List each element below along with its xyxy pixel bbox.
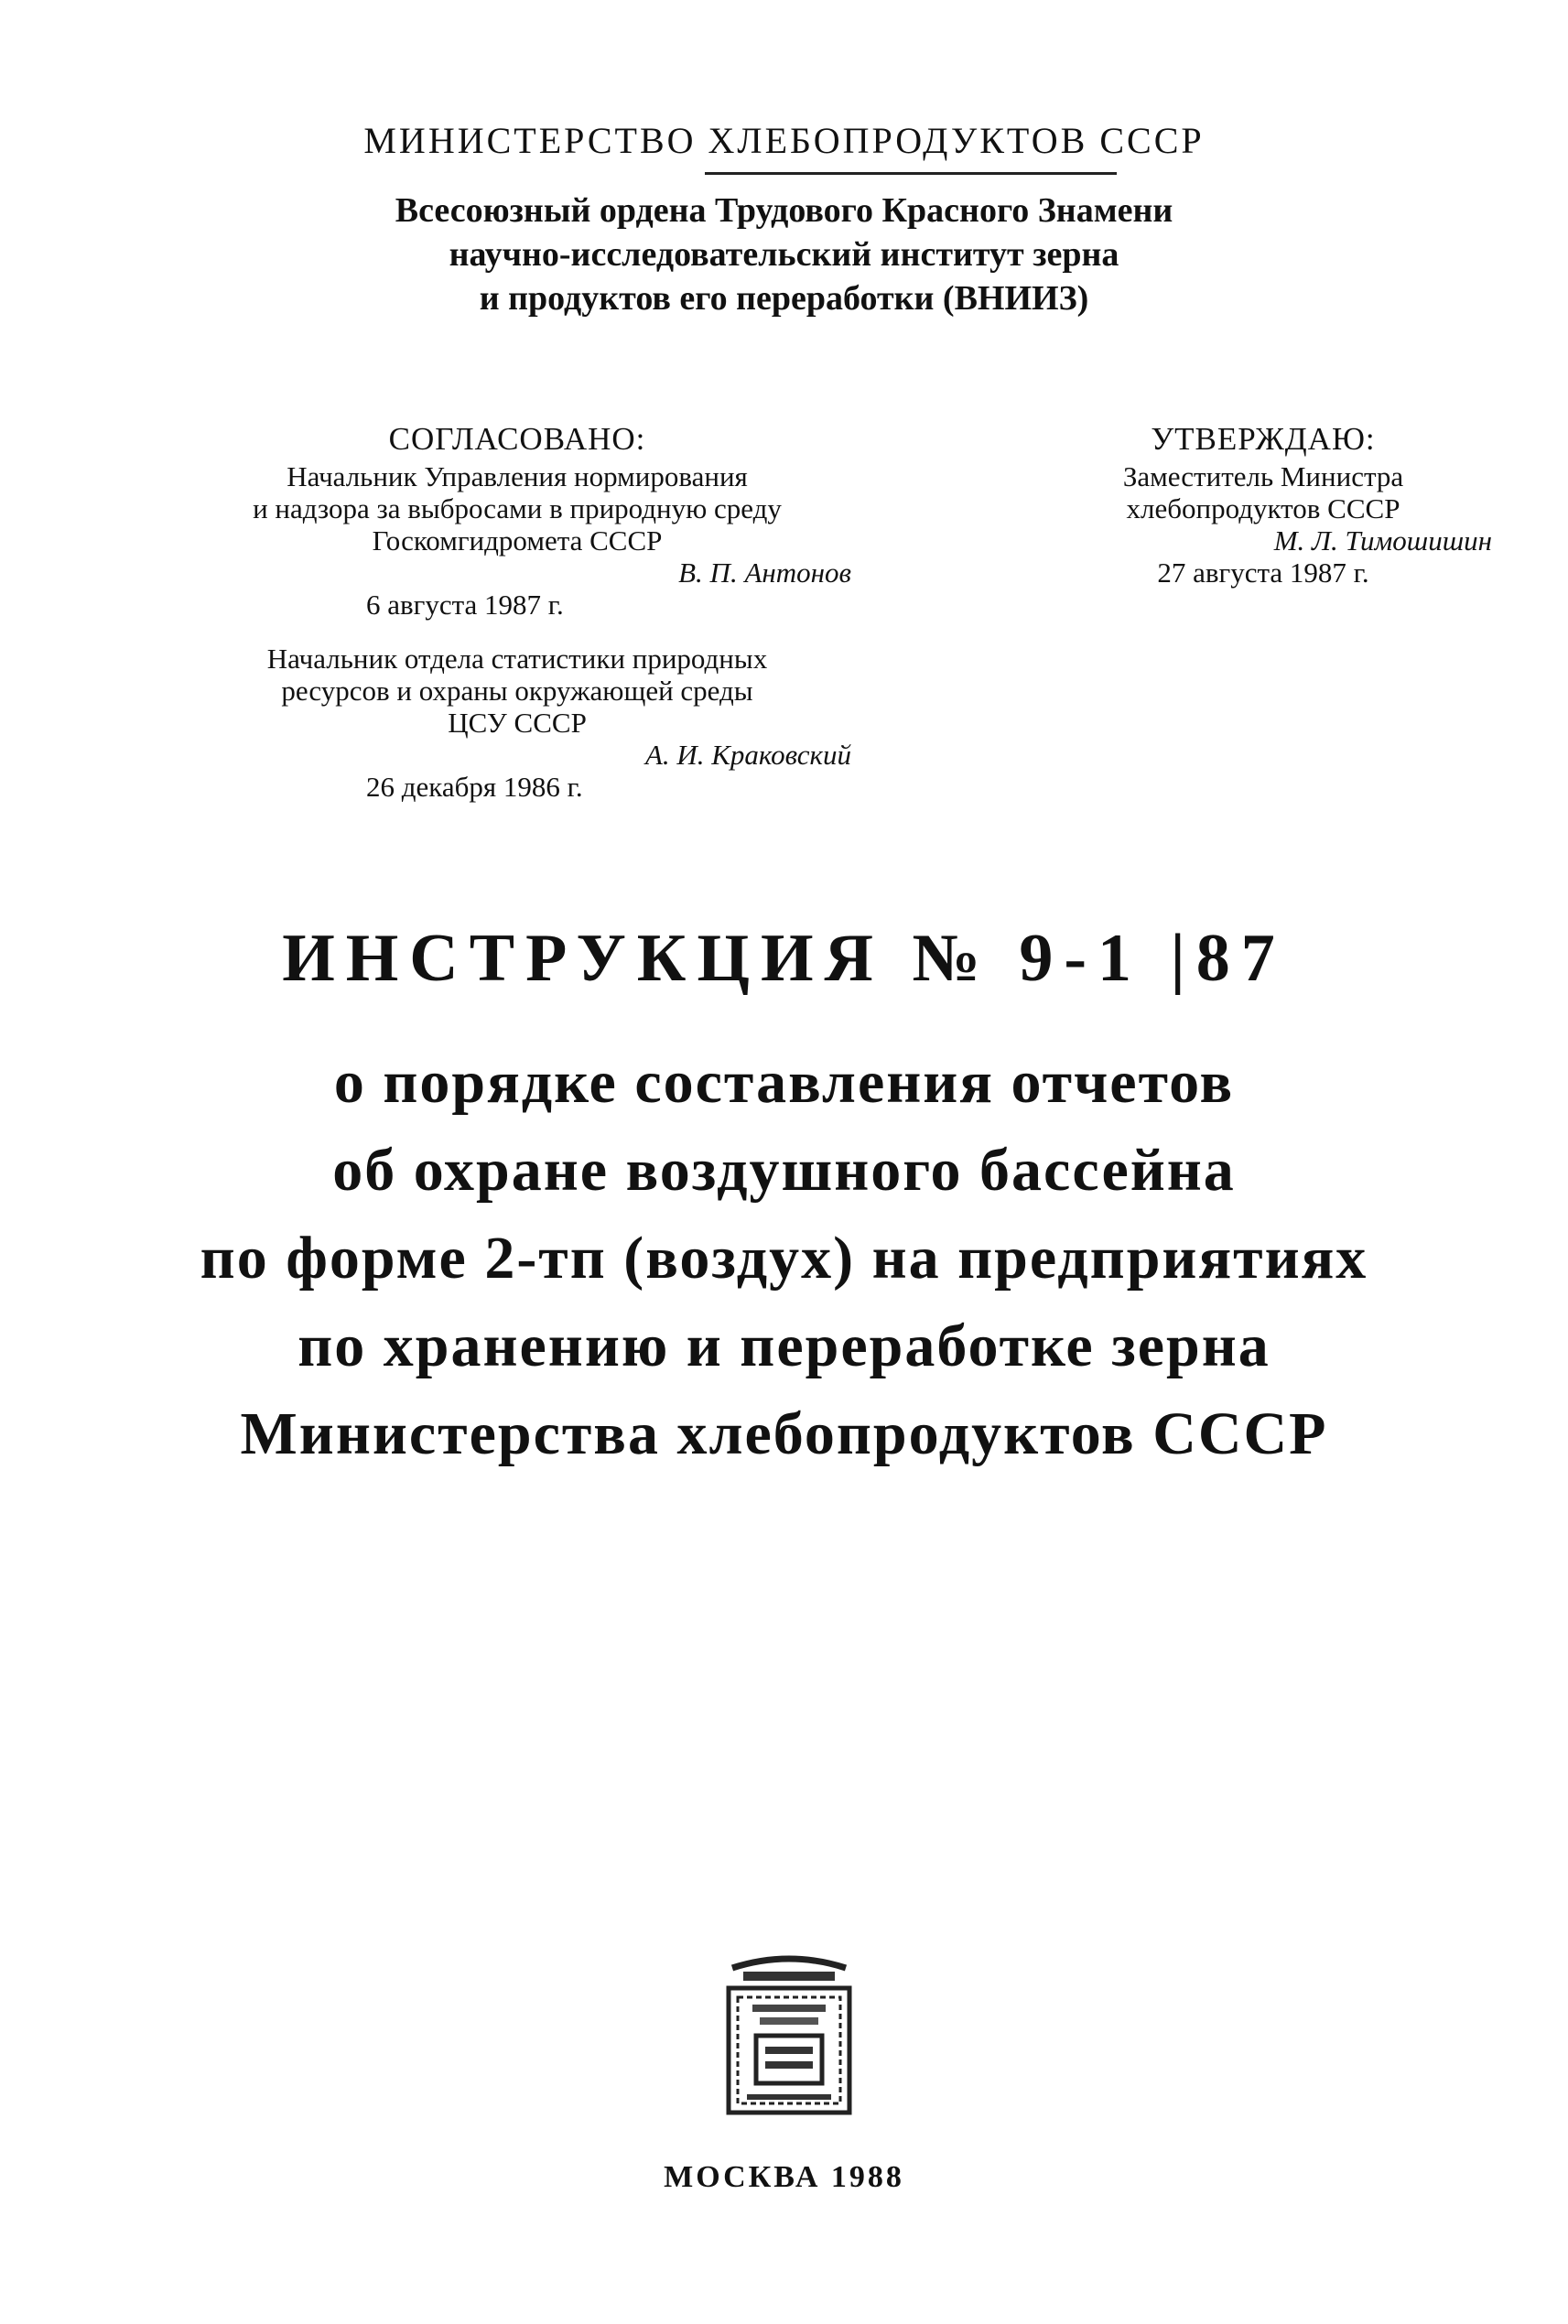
agreed-line: и надзора за выбросами в природную среду <box>253 492 782 524</box>
subtitle-line: по форме 2-тп (воздух) на предприятиях <box>200 1225 1368 1292</box>
agreed-line: Госкомгидромета СССР <box>372 524 663 557</box>
subtitle-line: по хранению и переработке зерна <box>297 1313 1271 1379</box>
agreed-signatory: В. П. Антонов <box>678 557 851 589</box>
agreed-line: Начальник отдела статистики природных <box>266 643 768 675</box>
document-title: ИНСТРУКЦИЯ № 9-1 |87 <box>282 921 1286 996</box>
agreed-line: Начальник Управления нормирования <box>287 460 748 492</box>
institute-line: научно-исследовательский институт зерна <box>449 235 1119 274</box>
subtitle-line: Министерства хлебопродуктов СССР <box>240 1400 1328 1467</box>
agreed-date: 26 декабря 1986 г. <box>366 771 583 803</box>
approve-line: хлебопродуктов СССР <box>1126 492 1400 524</box>
block-gap <box>156 621 879 643</box>
institute-line: Всесоюзный ордена Трудового Красного Знамени <box>395 191 1173 230</box>
institute-name <box>0 189 1568 320</box>
approve-line: Заместитель Министра <box>1122 460 1404 492</box>
library-stamp-icon <box>716 1948 862 2122</box>
subtitle-line: о порядке составления отчетов <box>333 1049 1235 1116</box>
approve-date: 27 августа 1987 г. <box>1157 557 1369 589</box>
subtitle-line: об охране воздушного бассейна <box>332 1137 1236 1204</box>
approve-block <box>1025 423 1501 589</box>
agreed-line: ресурсов и охраны окружающей среды <box>281 675 753 707</box>
document-subtitle <box>0 1039 1568 1478</box>
publication-place-year: МОСКВА 1988 <box>664 2160 904 2194</box>
institute-line: и продуктов его переработки (ВНИИЗ) <box>479 279 1089 318</box>
agreed-signatory: А. И. Краковский <box>644 739 851 771</box>
agreed-line: ЦСУ СССР <box>448 707 587 739</box>
agreed-heading: СОГЛАСОВАНО: <box>388 421 646 457</box>
ministry-name: МИНИСТЕРСТВО ХЛЕБОПРОДУКТОВ СССР <box>363 120 1205 161</box>
ministry-underline <box>705 172 1117 175</box>
agreed-block <box>156 423 879 803</box>
approve-heading: УТВЕРЖДАЮ: <box>1151 421 1376 457</box>
agreed-date: 6 августа 1987 г. <box>366 589 564 621</box>
approve-signatory: М. Л. Тимошишин <box>1273 524 1492 557</box>
